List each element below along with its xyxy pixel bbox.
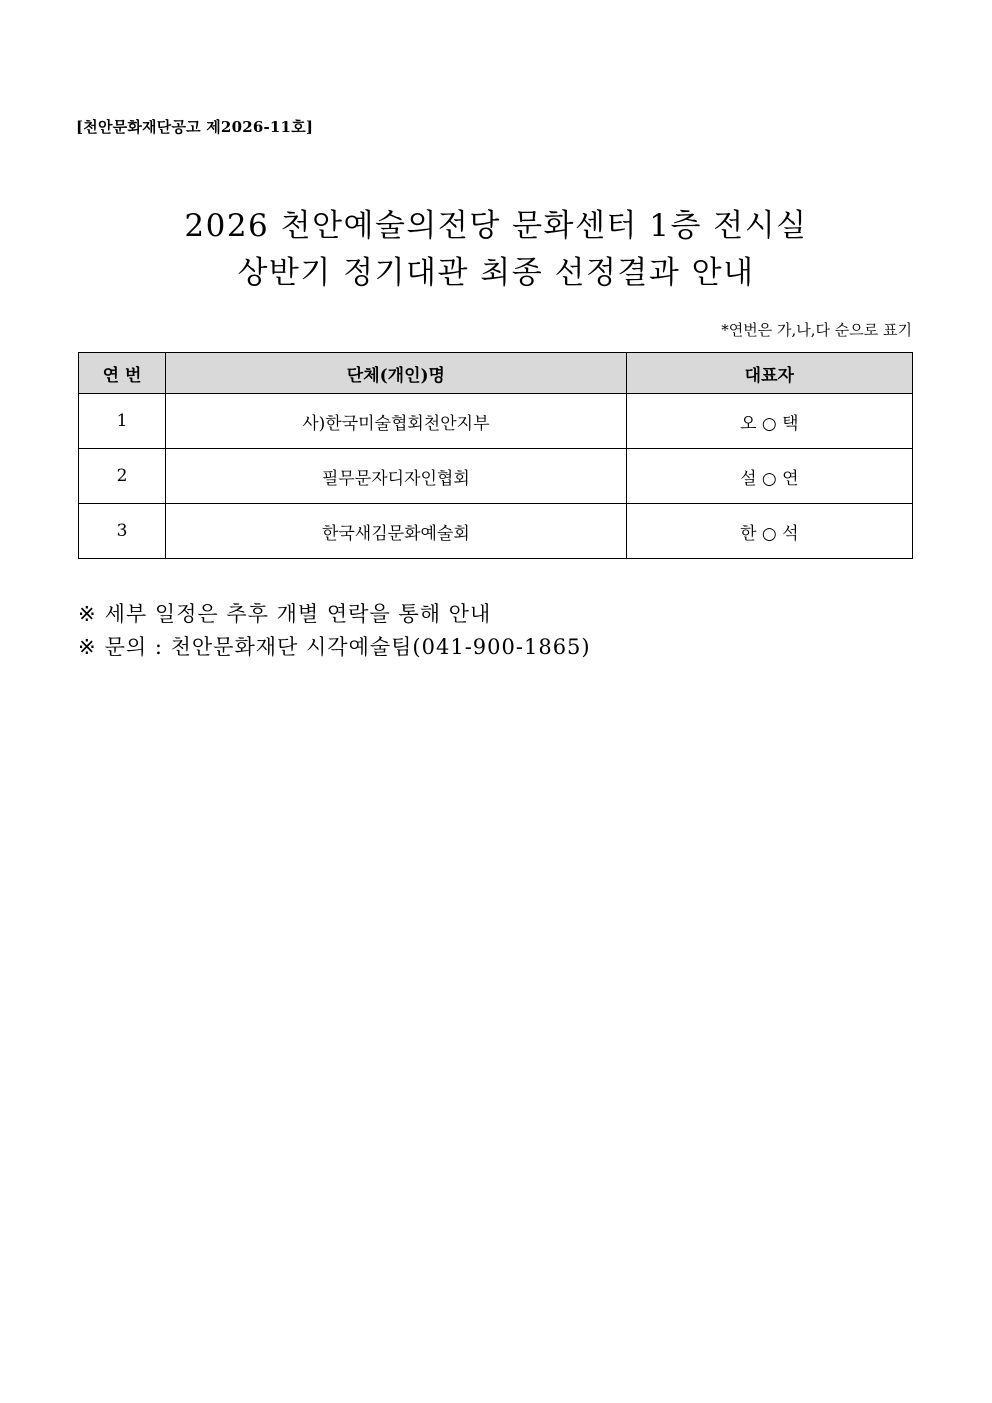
- row-organization: 사)한국미술협회천안지부: [166, 394, 627, 449]
- row-organization: 필무문자디자인협회: [166, 449, 627, 504]
- row-number: 2: [79, 449, 166, 504]
- table-row: [79, 504, 913, 559]
- row-organization: 한국새김문화예술회: [166, 504, 627, 559]
- table-row: [79, 394, 913, 449]
- sort-order-note: *연번은 가,나,다 순으로 표기: [721, 321, 912, 339]
- table-header-row: [79, 353, 913, 394]
- contact-note: [78, 631, 591, 664]
- row-number: 1: [79, 394, 166, 449]
- header-representative: 대표자: [626, 353, 912, 394]
- header-number: 연 번: [79, 353, 166, 394]
- page-title-line-1: 2026 천안예술의전당 문화센터 1층 전시실: [184, 208, 808, 244]
- row-representative: 설 ○ 연: [626, 449, 912, 504]
- row-representative: 한 ○ 석: [626, 504, 912, 559]
- footer-notes: [78, 598, 591, 664]
- reference-mark: ※: [78, 602, 97, 626]
- contact-note-text: 문의 : 천안문화재단 시각예술팀(041-900-1865): [104, 635, 591, 659]
- schedule-note-text: 세부 일정은 추후 개별 연락을 통해 안내: [104, 602, 492, 626]
- schedule-note: [78, 598, 591, 631]
- reference-mark: ※: [78, 635, 97, 659]
- row-representative: 오 ○ 택: [626, 394, 912, 449]
- notice-number: [천안문화재단공고 제2026-11호]: [76, 118, 314, 136]
- row-number: 3: [79, 504, 166, 559]
- header-organization: 단체(개인)명: [166, 353, 627, 394]
- selection-result-table: [78, 352, 913, 559]
- table-row: [79, 449, 913, 504]
- page-title-line-2: 상반기 정기대관 최종 선정결과 안내: [237, 255, 755, 291]
